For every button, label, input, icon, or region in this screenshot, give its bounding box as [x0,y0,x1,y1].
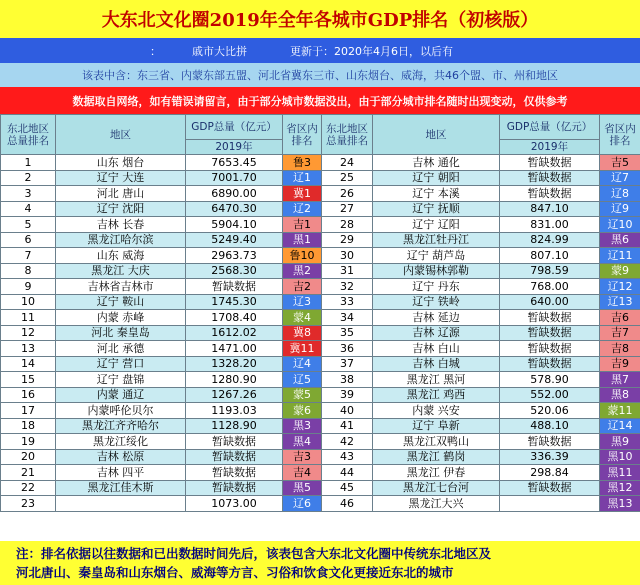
rank-cell: 8 [1,263,56,279]
prov-rank-cell: 辽6 [283,496,322,512]
rank-cell: 46 [322,496,373,512]
page-title: 大东北文化圈2019年全年各城市GDP排名（初核版） [0,0,640,38]
table-row [1,403,640,419]
rank-cell: 4 [1,201,56,217]
gdp-cell: 520.06 [500,403,600,419]
prov-rank-cell: 黑11 [600,465,640,481]
gdp-cell: 暂缺数据 [500,310,600,326]
prov-rank-cell: 黑9 [600,434,640,450]
table-row [1,372,640,388]
gdp-cell: 552.00 [500,387,600,403]
prov-rank-cell: 鲁3 [283,155,322,171]
rank-cell: 15 [1,372,56,388]
rank-cell: 34 [322,310,373,326]
region-cell: 黑龙江双鸭山 [373,434,500,450]
prov-rank-cell: 蒙4 [283,310,322,326]
prov-rank-cell: 黑13 [600,496,640,512]
gdp-cell: 暂缺数据 [500,341,600,357]
rank-cell: 27 [322,201,373,217]
subtitle-update: 更新于：2020年4月6日，以后有 [290,44,453,58]
disclaimer-banner: 数据取自网络，如有错误请留言，由于部分城市数据没出，由于部分城市排名随时出现变动，仅供参考 [0,87,640,114]
gdp-cell: 暂缺数据 [186,279,283,295]
region-cell: 辽宁 沈阳 [56,201,186,217]
rank-cell: 24 [322,155,373,171]
table-row [1,279,640,295]
rank-cell: 17 [1,403,56,419]
region-cell: 内蒙 兴安 [373,403,500,419]
prov-rank-cell: 蒙11 [600,403,640,419]
rank-cell: 42 [322,434,373,450]
footer-line-2: 河北唐山、秦皇岛和山东烟台、威海等方言、习俗和饮食文化更接近东北的城市 [16,565,454,580]
region-cell: 黑龙江 鸡西 [373,387,500,403]
rank-cell: 28 [322,217,373,233]
gdp-cell: 暂缺数据 [500,155,600,171]
gdp-cell: 768.00 [500,279,600,295]
prov-rank-cell: 辽7 [600,170,640,186]
gdp-cell: 1612.02 [186,325,283,341]
rank-cell: 21 [1,465,56,481]
region-cell: 辽宁 营口 [56,356,186,372]
region-cell: 山东 烟台 [56,155,186,171]
region-cell: 黑龙江牡丹江 [373,232,500,248]
rank-cell: 19 [1,434,56,450]
prov-rank-cell: 黑1 [283,232,322,248]
gdp-cell: 6890.00 [186,186,283,202]
table-row [1,480,640,496]
header-rank: 东北地区 总量排名 [322,115,373,155]
rank-cell: 41 [322,418,373,434]
region-cell: 辽宁 鞍山 [56,294,186,310]
rank-cell: 35 [322,325,373,341]
region-cell: 辽宁 铁岭 [373,294,500,310]
region-cell: 黑龙江七台河 [373,480,500,496]
prov-rank-cell: 吉9 [600,356,640,372]
gdp-cell: 7653.45 [186,155,283,171]
prov-rank-cell: 辽13 [600,294,640,310]
table-row [1,341,640,357]
prov-rank-cell: 辽14 [600,418,640,434]
table-row [1,387,640,403]
subtitle-part1: 戚市大比拼 [192,44,247,58]
region-cell: 黑龙江哈尔滨 [56,232,186,248]
gdp-cell: 暂缺数据 [500,480,600,496]
gdp-cell: 6470.30 [186,201,283,217]
gdp-cell: 7001.70 [186,170,283,186]
gdp-cell: 640.00 [500,294,600,310]
table-row [1,217,640,233]
gdp-cell: 1280.90 [186,372,283,388]
header-prov-rank: 省区内 排名 [600,115,640,155]
table-row [1,449,640,465]
rank-cell: 25 [322,170,373,186]
region-cell: 黑龙江佳木斯 [56,480,186,496]
prov-rank-cell: 吉8 [600,341,640,357]
region-cell: 河北 秦皇岛 [56,325,186,341]
rank-cell: 3 [1,186,56,202]
rank-cell: 31 [322,263,373,279]
prov-rank-cell: 吉4 [283,465,322,481]
region-cell: 吉林 长春 [56,217,186,233]
header-prov-rank: 省区内 排名 [283,115,322,155]
table-row [1,248,640,264]
gdp-cell: 1745.30 [186,294,283,310]
region-cell: 山东 威海 [56,248,186,264]
gdp-cell: 488.10 [500,418,600,434]
prov-rank-cell: 黑4 [283,434,322,450]
region-cell: 黑龙江绥化 [56,434,186,450]
region-cell: 吉林 通化 [373,155,500,171]
region-cell: 黑龙江 大庆 [56,263,186,279]
table-row [1,496,640,512]
prov-rank-cell: 辽1 [283,170,322,186]
region-cell: 辽宁 抚顺 [373,201,500,217]
region-cell: 辽宁 丹东 [373,279,500,295]
rank-cell: 6 [1,232,56,248]
region-cell: 辽宁 辽阳 [373,217,500,233]
prov-rank-cell: 辽4 [283,356,322,372]
rank-cell: 45 [322,480,373,496]
table-row [1,201,640,217]
rank-cell: 5 [1,217,56,233]
prov-rank-cell: 吉5 [600,155,640,171]
gdp-cell [500,496,600,512]
gdp-cell: 298.84 [500,465,600,481]
gdp-cell: 5249.40 [186,232,283,248]
rank-cell: 40 [322,403,373,419]
prov-rank-cell: 鲁10 [283,248,322,264]
gdp-cell: 暂缺数据 [500,170,600,186]
gdp-cell: 1471.00 [186,341,283,357]
gdp-cell: 2568.30 [186,263,283,279]
rank-cell: 43 [322,449,373,465]
prov-rank-cell: 黑3 [283,418,322,434]
region-cell: 辽宁 朝阳 [373,170,500,186]
header-gdp: GDP总量（亿元） [500,115,600,140]
rank-cell: 18 [1,418,56,434]
prov-rank-cell: 吉7 [600,325,640,341]
region-cell: 辽宁 葫芦岛 [373,248,500,264]
prov-rank-cell: 黑10 [600,449,640,465]
region-cell: 黑龙江大兴 [373,496,500,512]
rank-cell: 38 [322,372,373,388]
prov-rank-cell: 辽5 [283,372,322,388]
prov-rank-cell: 冀1 [283,186,322,202]
header-region: 地区 [373,115,500,155]
region-cell: 吉林 白山 [373,341,500,357]
region-cell: 内蒙呼伦贝尔 [56,403,186,419]
table-row [1,170,640,186]
region-cell: 内蒙 赤峰 [56,310,186,326]
table-row [1,465,640,481]
region-cell: 内蒙 通辽 [56,387,186,403]
prov-rank-cell: 蒙5 [283,387,322,403]
gdp-cell: 847.10 [500,201,600,217]
gdp-cell: 暂缺数据 [500,434,600,450]
table-row [1,186,640,202]
gdp-cell: 暂缺数据 [500,356,600,372]
subtitle-separator: ： [150,44,161,58]
table-row [1,325,640,341]
region-cell [56,496,186,512]
region-cell: 黑龙江齐齐哈尔 [56,418,186,434]
gdp-cell: 831.00 [500,217,600,233]
header-region: 地区 [56,115,186,155]
rank-cell: 23 [1,496,56,512]
header-gdp: GDP总量（亿元） [186,115,283,140]
rank-cell: 14 [1,356,56,372]
gdp-cell: 1708.40 [186,310,283,326]
prov-rank-cell: 冀11 [283,341,322,357]
prov-rank-cell: 吉1 [283,217,322,233]
region-cell: 内蒙锡林郭勒 [373,263,500,279]
rank-cell: 9 [1,279,56,295]
gdp-cell: 暂缺数据 [186,480,283,496]
region-cell: 河北 承德 [56,341,186,357]
rank-cell: 11 [1,310,56,326]
rank-cell: 7 [1,248,56,264]
prov-rank-cell: 辽2 [283,201,322,217]
region-cell: 辽宁 盘锦 [56,372,186,388]
prov-rank-cell: 辽10 [600,217,640,233]
prov-rank-cell: 黑5 [283,480,322,496]
region-cell: 辽宁 阜新 [373,418,500,434]
region-cell: 吉林 白城 [373,356,500,372]
rank-cell: 37 [322,356,373,372]
prov-rank-cell: 吉3 [283,449,322,465]
rank-cell: 1 [1,155,56,171]
subtitle-bar [0,38,640,63]
gdp-cell: 1128.90 [186,418,283,434]
rank-cell: 20 [1,449,56,465]
region-cell: 辽宁 本溪 [373,186,500,202]
rank-cell: 39 [322,387,373,403]
gdp-cell: 1328.20 [186,356,283,372]
gdp-cell: 1073.00 [186,496,283,512]
region-cell: 吉林省吉林市 [56,279,186,295]
prov-rank-cell: 辽12 [600,279,640,295]
rank-cell: 32 [322,279,373,295]
rank-cell: 30 [322,248,373,264]
gdp-cell: 暂缺数据 [186,465,283,481]
rank-cell: 22 [1,480,56,496]
region-cell: 河北 唐山 [56,186,186,202]
region-cell: 黑龙江 黑河 [373,372,500,388]
prov-rank-cell: 辽8 [600,186,640,202]
gdp-cell: 798.59 [500,263,600,279]
table-row [1,418,640,434]
table-row [1,263,640,279]
prov-rank-cell: 辽11 [600,248,640,264]
region-cell: 辽宁 大连 [56,170,186,186]
table-row [1,155,640,171]
region-cell: 黑龙江 鹤岗 [373,449,500,465]
prov-rank-cell: 黑8 [600,387,640,403]
gdp-cell: 824.99 [500,232,600,248]
region-cell: 吉林 延边 [373,310,500,326]
gdp-cell: 1193.03 [186,403,283,419]
rank-cell: 16 [1,387,56,403]
prov-rank-cell: 吉6 [600,310,640,326]
rank-cell: 2 [1,170,56,186]
prov-rank-cell: 蒙9 [600,263,640,279]
prov-rank-cell: 黑7 [600,372,640,388]
rank-cell: 36 [322,341,373,357]
prov-rank-cell: 蒙6 [283,403,322,419]
scope-note: 该表中含：东三省、内蒙东部五盟、河北省冀东三市、山东烟台、威海，共46个盟、市、州和地区 [0,63,640,87]
gdp-cell: 暂缺数据 [186,449,283,465]
prov-rank-cell: 黑2 [283,263,322,279]
header-rank: 东北地区 总量排名 [1,115,56,155]
rank-cell: 13 [1,341,56,357]
prov-rank-cell: 黑6 [600,232,640,248]
gdp-cell: 暂缺数据 [186,434,283,450]
region-cell: 吉林 四平 [56,465,186,481]
rank-cell: 26 [322,186,373,202]
header-year: 2019年 [500,140,600,155]
gdp-cell: 2963.73 [186,248,283,264]
prov-rank-cell: 冀8 [283,325,322,341]
table-row [1,356,640,372]
gdp-cell: 暂缺数据 [500,186,600,202]
rank-cell: 12 [1,325,56,341]
rank-cell: 33 [322,294,373,310]
table-row [1,310,640,326]
prov-rank-cell: 辽3 [283,294,322,310]
rank-cell: 44 [322,465,373,481]
gdp-cell: 578.90 [500,372,600,388]
gdp-cell: 暂缺数据 [500,325,600,341]
gdp-table [0,114,640,512]
gdp-cell: 807.10 [500,248,600,264]
rank-cell: 29 [322,232,373,248]
gdp-cell: 1267.26 [186,387,283,403]
region-cell: 吉林 松原 [56,449,186,465]
footer-note [0,541,640,585]
table-row [1,232,640,248]
table-row [1,294,640,310]
prov-rank-cell: 辽9 [600,201,640,217]
footer-line-1: 注：排名依据以往数据和已出数据时间先后，该表包含大东北文化圈中传统东北地区及 [16,546,492,561]
prov-rank-cell: 吉2 [283,279,322,295]
rank-cell: 10 [1,294,56,310]
prov-rank-cell: 黑12 [600,480,640,496]
header-year: 2019年 [186,140,283,155]
region-cell: 吉林 辽源 [373,325,500,341]
gdp-cell: 5904.10 [186,217,283,233]
region-cell: 黑龙江 伊春 [373,465,500,481]
gdp-cell: 336.39 [500,449,600,465]
table-row [1,434,640,450]
